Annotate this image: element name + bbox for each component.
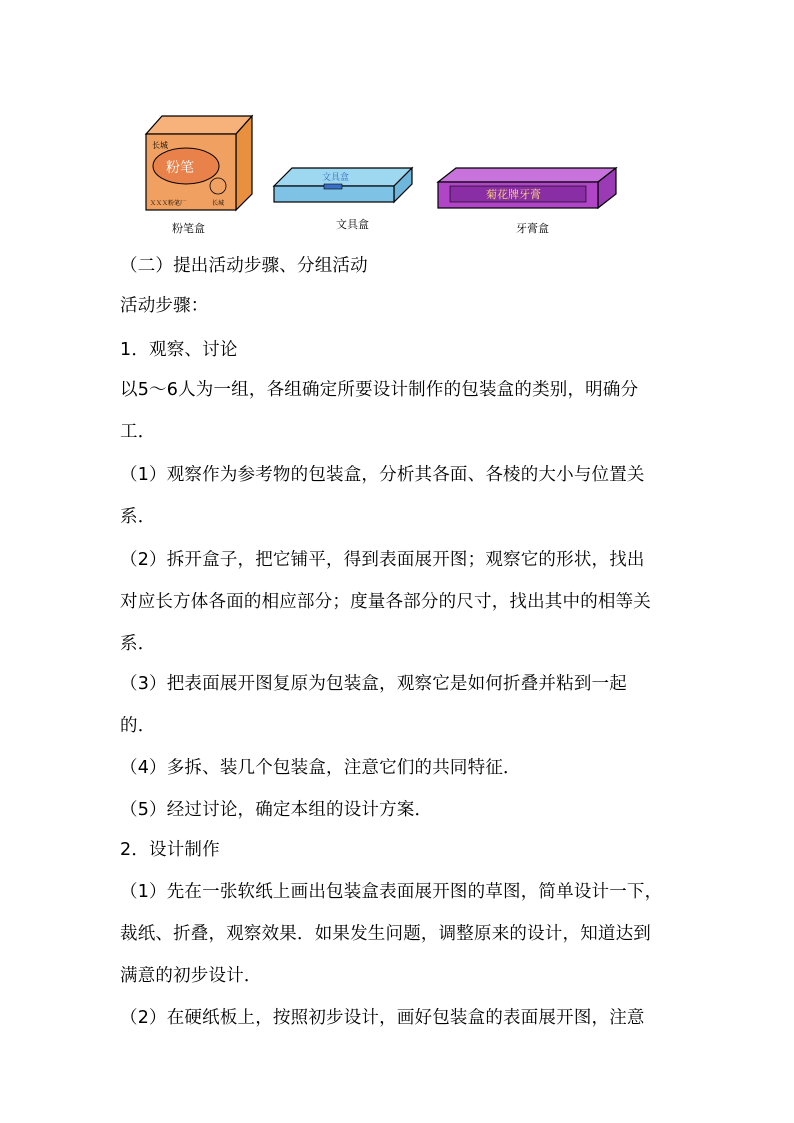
paragraph-line: （2）在硬纸板上，按照初步设计，画好包装盒的表面展开图，注意 xyxy=(120,1008,645,1028)
paragraph-line: 系． xyxy=(120,634,156,654)
chalk-box-illustration xyxy=(140,108,260,212)
paragraph-line: （4）多拆、装几个包装盒，注意它们的共同特征． xyxy=(120,758,521,778)
step-1-heading: 1．观察、讨论 xyxy=(120,340,238,360)
paragraph-line: 对应长方体各面的相应部分；度量各部分的尺寸，找出其中的相等关 xyxy=(120,592,651,612)
paragraph-line: （5）经过讨论，确定本组的设计方案． xyxy=(120,800,433,820)
paragraph-line: 以5～6人为一组，各组确定所要设计制作的包装盒的类别，明确分 xyxy=(120,380,639,400)
paragraph-line: 系． xyxy=(120,507,156,527)
chalk-label-text: 粉笔 xyxy=(166,160,194,176)
chalk-maker-text: ＸＸＸ粉笔厂 xyxy=(150,200,187,207)
paragraph-line: 的． xyxy=(120,716,156,736)
paragraph-line: （1）先在一张软纸上画出包装盒表面展开图的草图，简单设计一下， xyxy=(120,882,663,902)
paragraph-line: （3）把表面展开图复原为包装盒，观察它是如何折叠并粘到一起 xyxy=(120,674,627,694)
pencil-box-illustration xyxy=(270,162,416,208)
paragraph-line: 工． xyxy=(120,422,156,442)
section-heading: （二）提出活动步骤、分组活动 xyxy=(120,256,368,276)
toothpaste-box-caption: 牙膏盒 xyxy=(516,222,549,235)
pencil-box-label: 文具盒 xyxy=(322,173,350,183)
chalk-brand-text: 长城 xyxy=(152,141,168,150)
paragraph-line: 满意的初步设计． xyxy=(120,966,262,986)
chalk-brand2-text: 长城 xyxy=(212,200,225,207)
steps-heading: 活动步骤： xyxy=(120,296,209,316)
toothpaste-label: 菊花牌牙膏 xyxy=(486,188,541,201)
pencil-box-caption: 文具盒 xyxy=(336,218,369,231)
paragraph-line: 裁纸、折叠，观察效果．如果发生问题，调整原来的设计，知道达到 xyxy=(120,924,651,944)
paragraph-line: （1）观察作为参考物的包装盒，分析其各面、各棱的大小与位置关 xyxy=(120,465,645,485)
paragraph-line: （2）拆开盒子，把它铺平，得到表面展开图；观察它的形状，找出 xyxy=(120,550,645,570)
chalk-box-caption: 粉笔盒 xyxy=(172,222,205,235)
toothpaste-box-illustration xyxy=(434,162,620,212)
step-2-heading: 2．设计制作 xyxy=(120,840,220,860)
